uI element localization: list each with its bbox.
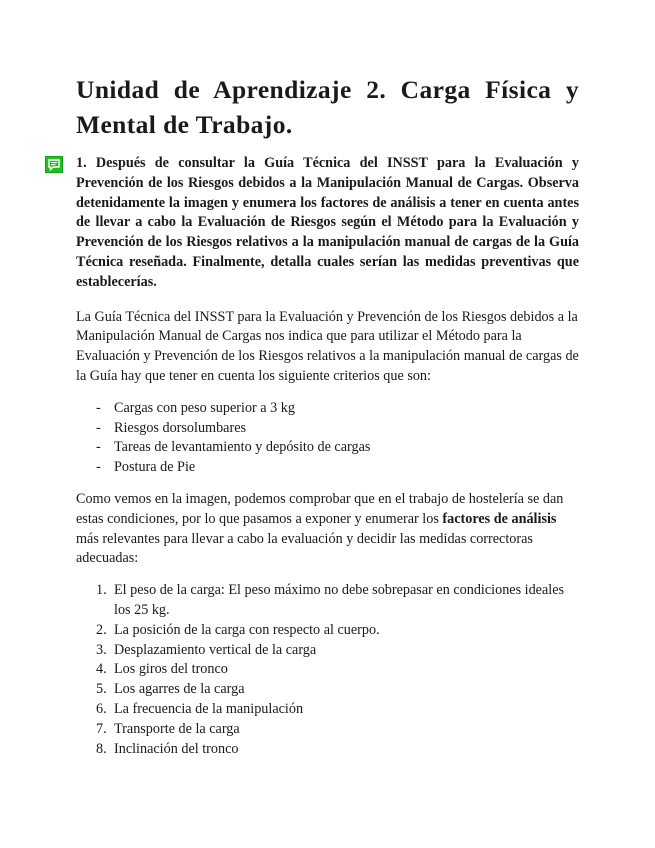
- page-title: Unidad de Aprendizaje 2. Carga Física y Mental de Trabajo.: [76, 75, 579, 139]
- list-number: 3.: [96, 641, 107, 658]
- list-item: [76, 680, 579, 700]
- list-number: 8.: [96, 740, 107, 757]
- list-item-text: Tareas de levantamiento y depósito de cargas: [114, 439, 371, 456]
- criteria-list: [76, 399, 579, 478]
- bullet-dash: -: [96, 419, 101, 436]
- list-item: [76, 740, 579, 760]
- list-item-text: Los giros del tronco: [114, 661, 228, 678]
- list-number: 6.: [96, 700, 107, 717]
- list-item-text: Postura de Pie: [114, 459, 196, 476]
- list-item-text: Desplazamiento vertical de la carga: [114, 641, 317, 658]
- analysis-text-after: más relevantes para llevar a cabo la evaluación y decidir las medidas correctoras adecuadas:: [76, 530, 533, 567]
- list-item-text: La frecuencia de la manipulación: [114, 700, 304, 717]
- list-item: [76, 720, 579, 740]
- list-item: [76, 660, 579, 680]
- list-item: [76, 700, 579, 720]
- question-block: [76, 154, 579, 293]
- list-number: 5.: [96, 681, 107, 698]
- list-item-text: Cargas con peso superior a 3 kg: [114, 399, 295, 416]
- list-item: [76, 419, 579, 439]
- factors-list: [76, 581, 579, 759]
- list-item-text: Inclinación del tronco: [114, 740, 239, 757]
- list-item: [76, 458, 579, 478]
- list-item: [76, 399, 579, 419]
- list-item-text: El peso de la carga: El peso máximo no debe sobrepasar en condiciones ideales los 25 kg.: [114, 582, 565, 618]
- bullet-dash: -: [96, 439, 101, 456]
- list-item: [76, 581, 579, 621]
- intro-paragraph: La Guía Técnica del INSST para la Evaluación y Prevención de los Riesgos debidos a la Manipulación Manual de Cargas nos indica que para utilizar el Método para la Evaluación y Prevención de los Riesgos relativos a la manipulación manual de cargas de la Guía hay que tener en cuenta los siguiente criterios que son:: [76, 308, 579, 384]
- analysis-bold-term: factores de análisis: [442, 510, 557, 527]
- analysis-paragraph: [76, 490, 579, 569]
- analysis-text-before: Como vemos en la imagen, podemos comprobar que en el trabajo de hostelería se dan estas condiciones, por lo que pasamos a exponer y enumerar los: [76, 490, 564, 527]
- list-item: [76, 438, 579, 458]
- list-number: 4.: [96, 661, 107, 678]
- list-item-text: Transporte de la carga: [114, 720, 240, 737]
- list-item-text: La posición de la carga con respecto al cuerpo.: [114, 621, 380, 638]
- list-item: [76, 641, 579, 661]
- list-item-text: Riesgos dorsolumbares: [114, 419, 247, 436]
- question-text: 1. Después de consultar la Guía Técnica del INSST para la Evaluación y Prevención de los Riesgos debidos a la Manipulación Manual de Cargas. Observa detenidamente la imagen y enumera los factores de análisis a tener en cuenta antes de llevar a cabo la Evaluación de Riesgos según el Método para la Evaluación y Prevención de los Riesgos relativos a la manipulación manual de cargas de la Guía Técnica reseñada. Finalmente, detalla cuales serían las medidas preventivas que establecerías.: [76, 155, 579, 290]
- document-page: [76, 72, 579, 759]
- comment-icon[interactable]: [45, 156, 63, 173]
- list-number: 2.: [96, 621, 107, 638]
- bullet-dash: -: [96, 399, 101, 416]
- list-number: 1.: [96, 582, 107, 599]
- list-item: [76, 621, 579, 641]
- list-item-text: Los agarres de la carga: [114, 681, 245, 698]
- bullet-dash: -: [96, 459, 101, 476]
- list-number: 7.: [96, 720, 107, 737]
